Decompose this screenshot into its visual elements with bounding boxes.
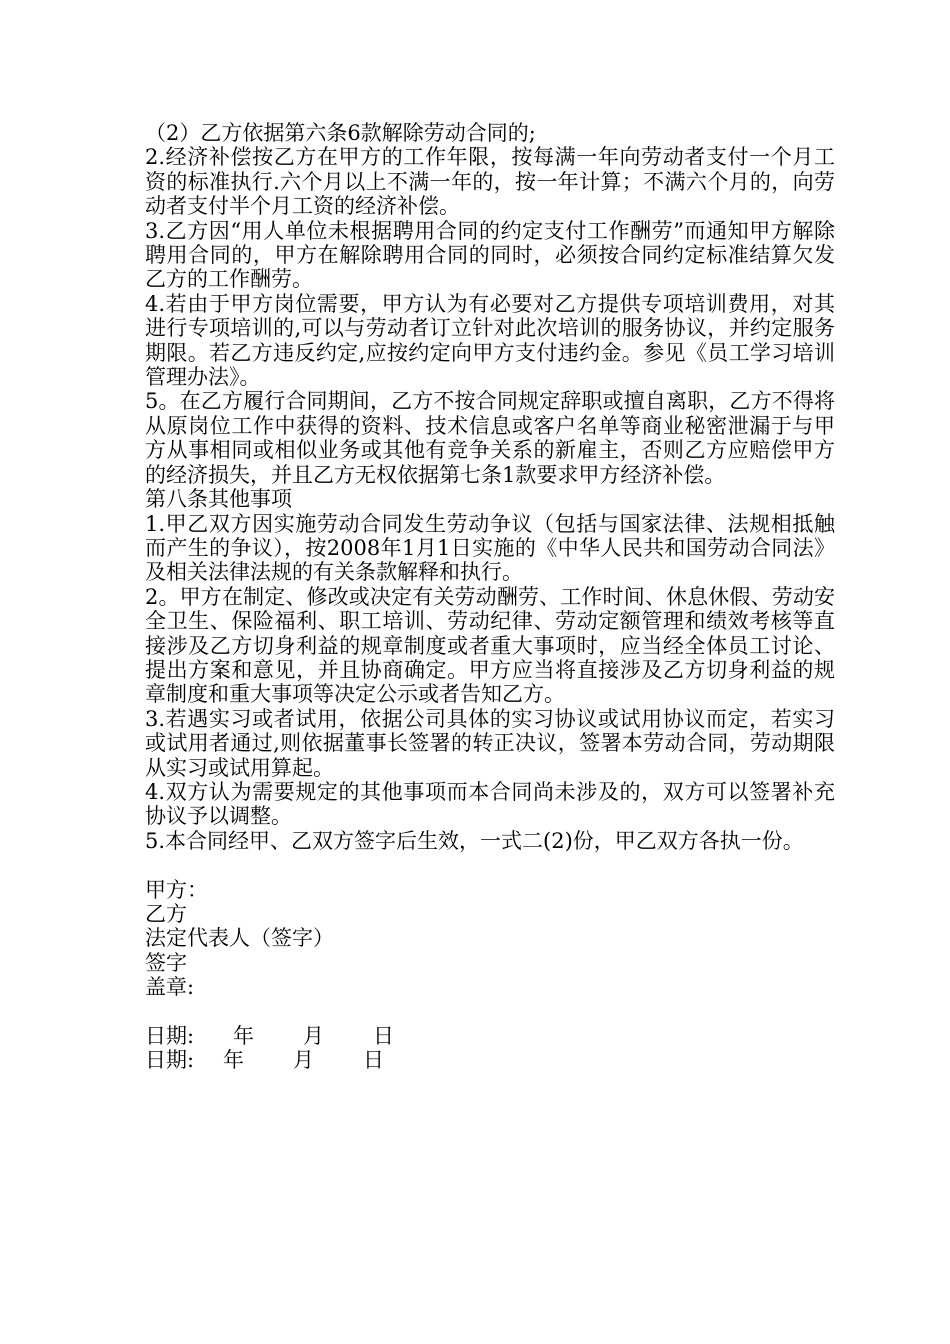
paragraph-effectiveness: 5.本合同经甲、乙双方签字后生效，一式二(2)份，甲乙双方各执一份。 <box>145 828 804 853</box>
paragraph-supplementary-agreement: 4.双方认为需要规定的其他事项而本合同尚未涉及的，双方可以签署补充协议予以调整。 <box>145 779 835 829</box>
date-line-party-a <box>145 1024 835 1048</box>
paragraph-economic-compensation: 2.经济补偿按乙方在甲方的工作年限，按每满一年向劳动者支付一个月工资的标准执行.六个月以上不满一年的，按一年计算；不满六个月的，向劳动者支付半个月工资的经济补偿。 <box>145 145 835 219</box>
date-label: 日期: <box>145 1048 195 1073</box>
date-day: 日 <box>373 1024 394 1048</box>
paragraph-unpaid-remuneration: 3.乙方因“用人单位未根据聘用合同的约定支付工作酬劳”而通知甲方解除聘用合同的，甲方在解除聘用合同的同时，必须按合同约定标准结算欠发乙方的工作酬劳。 <box>145 218 835 292</box>
signature-label: 签字 <box>145 950 187 975</box>
party-a-label: 甲方： <box>145 877 208 902</box>
date-year: 年 <box>233 1024 254 1048</box>
paragraph-training-agreement: 4.若由于甲方岗位需要，甲方认为有必要对乙方提供专项培训费用，对其进行专项培训的,可以与劳动者订立针对此次培训的服务协议，并约定服务期限。若乙方违反约定,应按约定向甲方支付违约金。参见《员工学习培训管理办法》。 <box>145 291 835 390</box>
legal-representative-label: 法定代表人（签字） <box>145 926 334 951</box>
document-body <box>145 121 835 1073</box>
paragraph-labor-dispute: 1.甲乙双方因实施劳动合同发生劳动争议（包括与国家法律、法规相抵触而产生的争议），按2008年1月1日实施的《中华人民共和国劳动合同法》及相关法律法规的有关条款解释和执行。 <box>145 511 835 585</box>
seal-label: 盖章: <box>145 975 195 1000</box>
date-label: 日期: <box>145 1024 195 1048</box>
section-heading-article-8: 第八条其他事项 <box>145 487 292 512</box>
date-day: 日 <box>363 1048 384 1073</box>
date-month: 月 <box>293 1048 314 1073</box>
date-line-party-b <box>145 1048 835 1072</box>
paragraph-clause-2-item: （2）乙方依据第六条6款解除劳动合同的; <box>145 121 536 145</box>
paragraph-internship-probation: 3.若遇实习或者试用，依据公司具体的实习协议或试用协议而定，若实习或试用者通过,则依据董事长签署的转正决议，签署本劳动合同，劳动期限从实习或试用算起。 <box>145 706 835 780</box>
date-year: 年 <box>223 1048 244 1073</box>
party-b-label: 乙方 <box>145 901 187 926</box>
spacer <box>145 1000 835 1024</box>
date-month: 月 <box>303 1024 324 1048</box>
spacer <box>145 853 835 877</box>
paragraph-rules-and-regulations: 2。甲方在制定、修改或决定有关劳动酬劳、工作时间、休息休假、劳动安全卫生、保险福利、职工培训、劳动纪律、劳动定额管理和绩效考核等直接涉及乙方切身利益的规章制度或者重大事项时，应当经全体员工讨论、提出方案和意见，并且协商确定。甲方应当将直接涉及乙方切身利益的规章制度和重大事项等决定公示或者告知乙方。 <box>145 584 835 707</box>
paragraph-confidentiality: 5。在乙方履行合同期间，乙方不按合同规定辞职或擅自离职，乙方不得将从原岗位工作中获得的资料、技术信息或客户名单等商业秘密泄漏于与甲方从事相同或相似业务或其他有竞争关系的新雇主，否则乙方应赔偿甲方的经济损失，并且乙方无权依据第七条1款要求甲方经济补偿。 <box>145 389 835 487</box>
